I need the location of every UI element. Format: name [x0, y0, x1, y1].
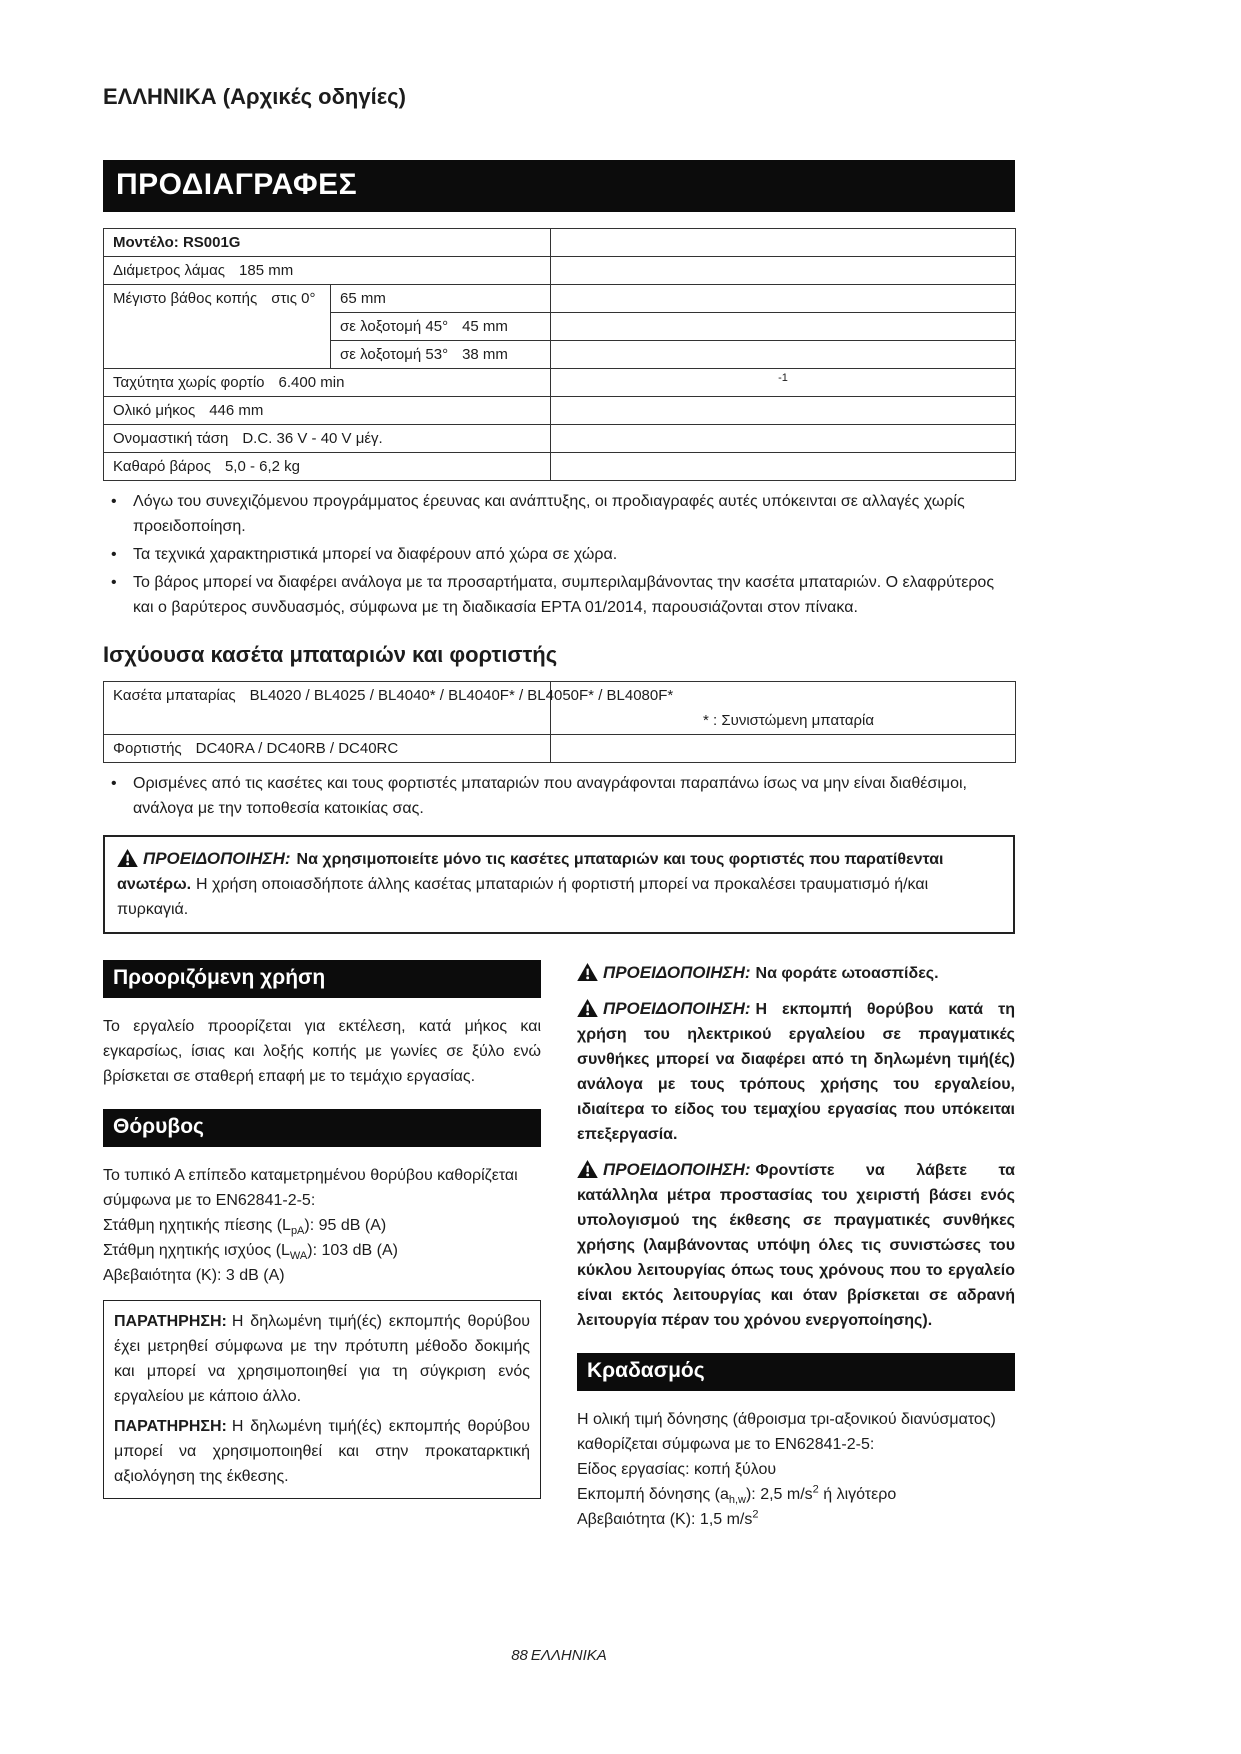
spec-row-max-depth-0: [104, 285, 1016, 313]
spec-no-load-speed-exponent: -1: [778, 372, 788, 385]
spec-max-depth-at0-value-cell: 65 mm: [331, 285, 551, 313]
warning-icon: [577, 1160, 598, 1178]
spec-max-depth-53-cell: [331, 341, 551, 369]
spec-note-item: • Τα τεχνικά χαρακτηριστικά μπορεί να διαφέρουν από χώρα σε χώρα.: [103, 542, 1015, 567]
spec-max-depth-0-empty-cell: [551, 285, 1016, 313]
spec-note-item: • Λόγω του συνεχιζόμενου προγράμματος έρευνας και ανάπτυξης, οι προδιαγραφές αυτές υπόκεινται σε αλλαγές χωρίς προειδοποίηση.: [103, 489, 1015, 539]
warning-icon: [117, 849, 138, 867]
warning-text: Φροντίστε να λάβετε τα κατάλληλα μέτρα προστασίας του χειριστή βάσει ενός υπολογισμού της έκθεσης σε πραγματικές συνθήκες χρήσης (λαμβάνοντας υπόψη όλες τις συνιστώσες του κύκλου λειτουργίας όπως τους χρόνους που το εργαλείο είναι εκτός λειτουργίας και όταν βρίσκεται σε αδρανή λειτουργία πέραν του χρόνου ενεργοποίησης).: [577, 1161, 1015, 1329]
spec-blade-diameter-cell: [104, 257, 551, 285]
battery-cartridge-line: [113, 685, 674, 706]
specifications-banner-title: ΠΡΟΔΙΑΓΡΑΦΕΣ: [116, 168, 358, 202]
footer-language: ΕΛΛΗΝΙΚΑ: [530, 1647, 607, 1664]
battery-warning-box: [103, 835, 1015, 934]
noise-banner-title: Θόρυβος: [113, 1115, 204, 1139]
intended-use-banner: [103, 960, 541, 998]
sound-power-line: Στάθμη ηχητικής ισχύος $(L_{WA})$: 103 dB (A): [103, 1242, 398, 1263]
intended-use-banner-title: Προοριζόμενη χρήση: [113, 965, 326, 989]
warning-text: Να φοράτε ωτοασπίδες.: [755, 964, 939, 982]
warning-icon: [577, 963, 598, 981]
spec-model-empty-cell: [551, 229, 1016, 257]
spec-no-load-speed-value: 6.400 min: [278, 374, 345, 392]
spec-bevel-45-label: σε λοξοτομή 45°: [340, 318, 449, 336]
charger-models: DC40RA / DC40RB / DC40RC: [195, 739, 399, 757]
page-content: [103, 84, 1015, 1532]
battery-notes-list: [103, 771, 1015, 821]
spec-rated-voltage-cell: [104, 425, 551, 453]
charger-empty-cell: [551, 734, 1016, 762]
note-label: ΠΑΡΑΤΗΡΗΣΗ:: [114, 1313, 227, 1331]
spec-blade-diameter-value: 185 mm: [239, 262, 294, 280]
warning-label: ΠΡΟΕΙΔΟΠΟΙΗΣΗ:: [143, 848, 291, 868]
spec-no-load-speed-exponent-cell: [551, 369, 1016, 397]
noise-note-item: [114, 1414, 530, 1489]
specifications-table: [103, 228, 1016, 481]
spec-rated-voltage-label: Ονομαστική τάση: [113, 430, 229, 448]
spec-max-depth-label: Μέγιστο βάθος κοπής: [113, 290, 258, 308]
spec-notes-list: [103, 489, 1015, 620]
vibration-emission-line: Εκπομπή δόνησης $(a_{h,w})$: 2,5 $m/s^2$ ή λιγότερο: [577, 1483, 897, 1507]
spec-max-depth-label-cell: [104, 285, 331, 369]
left-column: [103, 960, 541, 1532]
battery-charger-table: [103, 681, 1016, 763]
charger-row: [104, 734, 1016, 762]
battery-cartridge-cell: [104, 681, 674, 734]
spec-overall-length-cell: [104, 397, 551, 425]
spec-net-weight-empty-cell: [551, 453, 1016, 481]
battery-section-heading: Ισχύουσα κασέτα μπαταριών και φορτιστής: [103, 642, 558, 668]
spec-bevel-45-value: 45 mm: [462, 318, 508, 336]
spec-max-depth-45-empty-cell: [551, 313, 1016, 341]
spec-overall-length-empty-cell: [551, 397, 1016, 425]
note-label: ΠΑΡΑΤΗΡΗΣΗ:: [114, 1418, 227, 1436]
vibration-banner: [577, 1353, 1015, 1391]
battery-cartridge-models: BL4020 / BL4025 / BL4040* / BL4040F* / BL4050F* / BL4080F*: [249, 686, 674, 704]
spec-blade-diameter-empty-cell: [551, 257, 1016, 285]
warning-text: Η χρήση οποιασδήποτε άλλης κασέτας μπαταριών ή φορτιστή μπορεί να προκαλέσει τραυματισμό ή/και πυρκαγιά.: [117, 875, 929, 918]
spec-row-net-weight: [104, 453, 1016, 481]
sound-pressure-subscript: pA: [290, 1225, 305, 1238]
spec-net-weight-cell: [104, 453, 551, 481]
battery-recommended-note-cell: * : Συνιστώμενη μπαταρία: [551, 681, 1016, 734]
battery-cartridge-row: [104, 681, 1016, 734]
spec-max-depth-at0-label: στις 0°: [271, 290, 316, 308]
spec-overall-length-label: Ολικό μήκος: [113, 402, 196, 420]
vibration-banner-title: Κραδασμός: [587, 1358, 705, 1382]
warning-text: Η εκπομπή θορύβου κατά τη χρήση του ηλεκτρικού εργαλείου σε πραγματικές συνθήκες μπορεί να διαφέρει από τη δηλωμένη τιμή(ές) ανάλογα με τους τρόπους χρήσης του εργαλείου, ιδιαίτερα το είδος του τεμαχίου εργασίας που υπόκειται επεξεργασία.: [577, 1000, 1015, 1143]
spec-net-weight-label: Καθαρό βάρος: [113, 458, 211, 476]
vibration-intro: Η ολική τιμή δόνησης (άθροισμα τρι-αξονικού διανύσματος) καθορίζεται σύμφωνα με το EN62841-2-5:: [577, 1411, 996, 1454]
spec-no-load-speed-cell: [104, 369, 551, 397]
noise-intro: Το τυπικό Α επίπεδο καταμετρημένου θορύβου καθορίζεται σύμφωνα με το EN62841-2-5:: [103, 1167, 518, 1210]
spec-rated-voltage-empty-cell: [551, 425, 1016, 453]
spec-row-blade-diameter: [104, 257, 1016, 285]
battery-availability-note: • Ορισμένες από τις κασέτες και τους φορτιστές μπαταριών που αναγράφονται παραπάνω ίσως να μην είναι διαθέσιμοι, ανάλογα με την τοποθεσία κατοικίας σας.: [103, 771, 1015, 821]
footer-page-number: 88: [511, 1647, 528, 1664]
vibration-emission-subscript: h,w: [728, 1494, 746, 1507]
spec-blade-diameter-label: Διάμετρος λάμας: [113, 262, 226, 280]
spec-note-item: • Το βάρος μπορεί να διαφέρει ανάλογα με τα προσαρτήματα, συμπεριλαμβάνοντας την κασέτα μπαταριών. Ο ελαφρύτερος και ο βαρύτερος συνδυασμός, σύμφωνα με τη διαδικασία EPTA 01/2014, παρουσιάζονται στον πίνακα.: [103, 570, 1015, 620]
noise-banner: [103, 1109, 541, 1147]
warning-label: ΠΡΟΕΙΔΟΠΟΙΗΣΗ:: [603, 998, 751, 1018]
vibration-uncertainty-superscript: 2: [752, 1508, 759, 1521]
spec-row-model: [104, 229, 1016, 257]
charger-label: Φορτιστής: [113, 739, 182, 757]
vibration-uncertainty-line: Αβεβαιότητα (Κ): 1,5 $m/s^2$: [577, 1508, 759, 1529]
note-text: Η δηλωμένη τιμή(ές) εκπομπής θορύβου μπορεί να χρησιμοποιηθεί και στην προκαταρκτική αξιολόγηση της έκθεσης.: [114, 1418, 530, 1486]
page-language-heading: ΕΛΛΗΝΙΚΑ (Αρχικές οδηγίες): [103, 84, 406, 109]
spec-overall-length-value: 446 mm: [209, 402, 264, 420]
vibration-work-mode: Είδος εργασίας: κοπή ξύλου: [577, 1461, 777, 1479]
noise-emission-warning: [577, 996, 1015, 1147]
spec-no-load-speed-label: Ταχύτητα χωρίς φορτίο: [113, 374, 265, 392]
spec-max-depth-45-cell: [331, 313, 551, 341]
noise-note-box: [103, 1300, 541, 1499]
spec-row-no-load-speed: [104, 369, 1016, 397]
specifications-banner: [103, 160, 1015, 212]
noise-uncertainty-line: Αβεβαιότητα (Κ): 3 dB (A): [103, 1267, 285, 1285]
spec-max-depth-53-empty-cell: [551, 341, 1016, 369]
spec-net-weight-value: 5,0 - 6,2 kg: [224, 458, 301, 476]
battery-cartridge-label: Κασέτα μπαταρίας: [113, 686, 236, 704]
spec-bevel-53-label: σε λοξοτομή 53°: [340, 346, 449, 364]
charger-cell: [104, 734, 551, 762]
two-column-layout: [103, 960, 1015, 1532]
vibration-emission-superscript: 2: [812, 1483, 819, 1496]
note-text: Η δηλωμένη τιμή(ές) εκπομπής θορύβου έχει μετρηθεί σύμφωνα με την πρότυπη μέθοδο δοκιμής και μπορεί να χρησιμοποιηθεί για τη σύγκριση ενός εργαλείου με κάποιο άλλο.: [114, 1313, 530, 1406]
warning-label: ΠΡΟΕΙΔΟΠΟΙΗΣΗ:: [603, 1159, 751, 1179]
warning-icon: [577, 999, 598, 1017]
sound-pressure-line: Στάθμη ηχητικής πίεσης $(L_{pA})$: 95 dB (A): [103, 1217, 387, 1238]
warning-label: ΠΡΟΕΙΔΟΠΟΙΗΣΗ:: [603, 962, 751, 982]
page-footer: [103, 1645, 1015, 1668]
hearing-protection-warning: [577, 960, 1015, 986]
spec-rated-voltage-value: D.C. 36 V - 40 V μέγ.: [242, 430, 383, 448]
spec-model-cell: Μοντέλο: RS001G: [104, 229, 551, 257]
warning-bold-text: Να χρησιμοποιείτε μόνο τις κασέτες μπαταριών και τους φορτιστές που παρατίθενται ανωτέρω.: [117, 850, 944, 893]
spec-bevel-53-value: 38 mm: [462, 346, 508, 364]
sound-power-subscript: WA: [289, 1250, 308, 1263]
operator-protection-warning: [577, 1157, 1015, 1333]
intended-use-text: Το εργαλείο προορίζεται για εκτέλεση, κατά μήκος και εγκαρσίως, ίσιας και λοξής κοπής με γωνίες σε ξύλο ενώ βρίσκεται σε σταθερή επαφή με το τεμάχιο εργασίας.: [103, 1018, 541, 1086]
spec-row-overall-length: [104, 397, 1016, 425]
noise-note-item: [114, 1309, 530, 1409]
spec-row-rated-voltage: [104, 425, 1016, 453]
right-column: [577, 960, 1015, 1532]
